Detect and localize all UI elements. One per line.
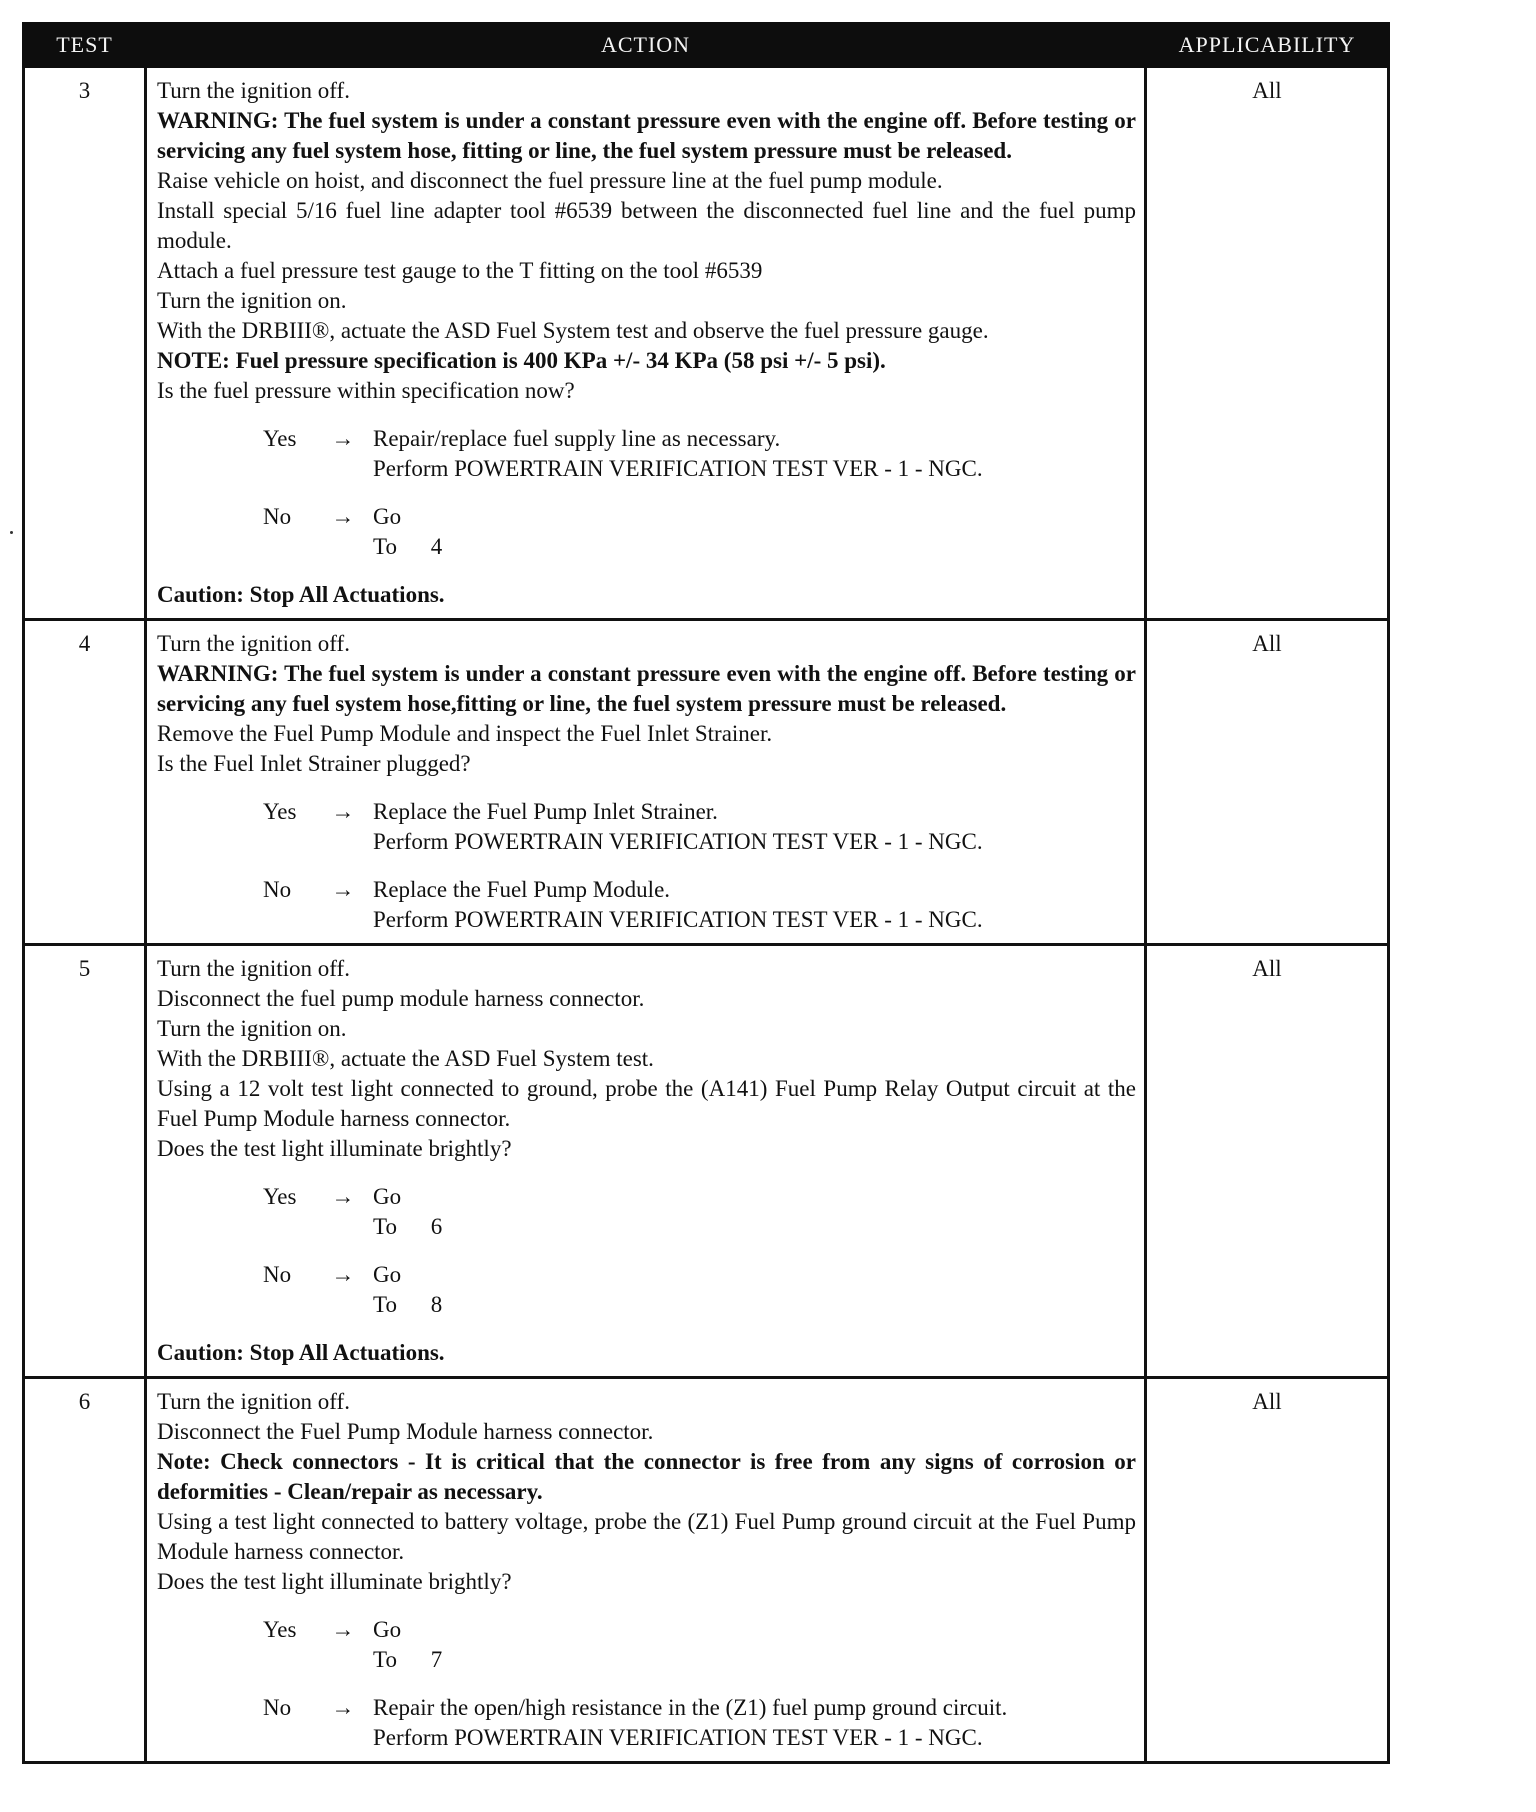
caution-text: Caution: Stop All Actuations. <box>157 582 445 607</box>
result-line: Perform POWERTRAIN VERIFICATION TEST VER - 1 - NGC. <box>373 829 983 854</box>
result-line: Replace the Fuel Pump Inlet Strainer. <box>373 799 718 824</box>
diagnostic-table <box>22 22 1390 1764</box>
no-label: No <box>263 504 292 529</box>
test-number: 5 <box>24 945 146 1378</box>
action-step: Remove the Fuel Pump Module and inspect the Fuel Inlet Strainer. <box>157 721 773 746</box>
header-applicability: APPLICABILITY <box>1146 24 1389 67</box>
yes-result <box>373 1182 1136 1242</box>
yes-result <box>373 797 1136 857</box>
table-row <box>24 1378 1389 1763</box>
note-text: Note: Check connectors - It is critical that the connector is free from any signs of corrosion or deformities - Clean/repair as necessary. <box>157 1449 1136 1504</box>
scan-artifact-dot <box>10 531 13 534</box>
no-result <box>373 875 1136 935</box>
arrow-icon: → <box>331 877 355 902</box>
action-step: Using a test light connected to battery voltage, probe the (Z1) Fuel Pump ground circuit at the Fuel Pump Module harness connector. <box>157 1509 1136 1564</box>
go-to-test-number: 4 <box>430 534 443 559</box>
table-header-row <box>24 24 1389 67</box>
yes-label: Yes <box>263 1184 297 1209</box>
result-line: Replace the Fuel Pump Module. <box>373 877 671 902</box>
action-step: Raise vehicle on hoist, and disconnect the fuel pressure line at the fuel pump module. <box>157 168 943 193</box>
action-step: Turn the ignition off. <box>157 956 350 981</box>
go-to-test-number: 7 <box>430 1647 443 1672</box>
action-step: With the DRBIII®, actuate the ASD Fuel System test and observe the fuel pressure gauge. <box>157 318 989 343</box>
yes-outcome <box>263 1615 1136 1675</box>
action-step: Attach a fuel pressure test gauge to the T fitting on the tool #6539 <box>157 258 763 283</box>
action-step: Using a 12 volt test light connected to ground, probe the (A141) Fuel Pump Relay Output circuit at the Fuel Pump Module harness connector. <box>157 1076 1136 1131</box>
no-outcome <box>263 875 1136 935</box>
question-text: Is the fuel pressure within specification now? <box>157 378 575 403</box>
warning-text: WARNING: The fuel system is under a constant pressure even with the engine off. Before testing or servicing any fuel system hose, fitting or line, the fuel system pressure must be released. <box>157 108 1136 163</box>
applicability-cell: All <box>1146 620 1389 945</box>
result-line: Repair the open/high resistance in the (Z1) fuel pump ground circuit. <box>373 1695 1008 1720</box>
yes-label: Yes <box>263 1617 297 1642</box>
go-to-label: Go To <box>373 1262 402 1317</box>
arrow-icon: → <box>331 1262 355 1287</box>
test-number: 6 <box>24 1378 146 1763</box>
question-text: Is the Fuel Inlet Strainer plugged? <box>157 751 471 776</box>
action-step: Disconnect the Fuel Pump Module harness connector. <box>157 1419 654 1444</box>
no-outcome <box>263 1260 1136 1320</box>
caution-text: Caution: Stop All Actuations. <box>157 1340 445 1365</box>
yes-result <box>373 1615 1136 1675</box>
no-label: No <box>263 1262 292 1287</box>
action-step: Turn the ignition on. <box>157 1016 347 1041</box>
arrow-icon: → <box>331 799 355 824</box>
applicability-cell: All <box>1146 67 1389 620</box>
arrow-icon: → <box>331 1695 355 1720</box>
yes-label: Yes <box>263 426 297 451</box>
no-label: No <box>263 1695 292 1720</box>
yes-outcome <box>263 1182 1136 1242</box>
action-step: With the DRBIII®, actuate the ASD Fuel System test. <box>157 1046 654 1071</box>
table-row <box>24 945 1389 1378</box>
action-step: Turn the ignition off. <box>157 78 350 103</box>
go-to-label: Go To <box>373 504 402 559</box>
yes-outcome <box>263 424 1136 484</box>
yes-outcome <box>263 797 1136 857</box>
no-outcome <box>263 1693 1136 1753</box>
result-line: Repair/replace fuel supply line as necessary. <box>373 426 781 451</box>
header-action: ACTION <box>146 24 1146 67</box>
table-row <box>24 67 1389 620</box>
no-label: No <box>263 877 292 902</box>
header-test: TEST <box>24 24 146 67</box>
result-line: Perform POWERTRAIN VERIFICATION TEST VER - 1 - NGC. <box>373 456 983 481</box>
yes-result <box>373 424 1136 484</box>
result-line: Perform POWERTRAIN VERIFICATION TEST VER - 1 - NGC. <box>373 1725 983 1750</box>
no-result <box>373 502 1136 562</box>
test-number: 3 <box>24 67 146 620</box>
action-step: Turn the ignition off. <box>157 1389 350 1414</box>
question-text: Does the test light illuminate brightly? <box>157 1569 512 1594</box>
go-to-test-number: 8 <box>430 1292 443 1317</box>
applicability-cell: All <box>1146 945 1389 1378</box>
arrow-icon: → <box>331 1184 355 1209</box>
arrow-icon: → <box>331 504 355 529</box>
question-text: Does the test light illuminate brightly? <box>157 1136 512 1161</box>
note-text: NOTE: Fuel pressure specification is 400 KPa +/- 34 KPa (58 psi +/- 5 psi). <box>157 348 886 373</box>
go-to-label: Go To <box>373 1184 402 1239</box>
action-step: Disconnect the fuel pump module harness connector. <box>157 986 645 1011</box>
action-cell <box>146 945 1146 1378</box>
go-to-label: Go To <box>373 1617 402 1672</box>
action-step: Turn the ignition off. <box>157 631 350 656</box>
no-outcome <box>263 502 1136 562</box>
arrow-icon: → <box>331 1617 355 1642</box>
action-cell <box>146 1378 1146 1763</box>
arrow-icon: → <box>331 426 355 451</box>
table-row <box>24 620 1389 945</box>
go-to-test-number: 6 <box>430 1214 443 1239</box>
action-step: Install special 5/16 fuel line adapter tool #6539 between the disconnected fuel line and the fuel pump module. <box>157 198 1136 253</box>
applicability-cell: All <box>1146 1378 1389 1763</box>
action-step: Turn the ignition on. <box>157 288 347 313</box>
diagnostic-table-page <box>22 22 1387 1764</box>
yes-label: Yes <box>263 799 297 824</box>
no-result <box>373 1260 1136 1320</box>
action-cell <box>146 67 1146 620</box>
test-number: 4 <box>24 620 146 945</box>
no-result <box>373 1693 1136 1753</box>
warning-text: WARNING: The fuel system is under a constant pressure even with the engine off. Before testing or servicing any fuel system hose,fitting or line, the fuel system pressure must be released. <box>157 661 1136 716</box>
result-line: Perform POWERTRAIN VERIFICATION TEST VER - 1 - NGC. <box>373 907 983 932</box>
action-cell <box>146 620 1146 945</box>
